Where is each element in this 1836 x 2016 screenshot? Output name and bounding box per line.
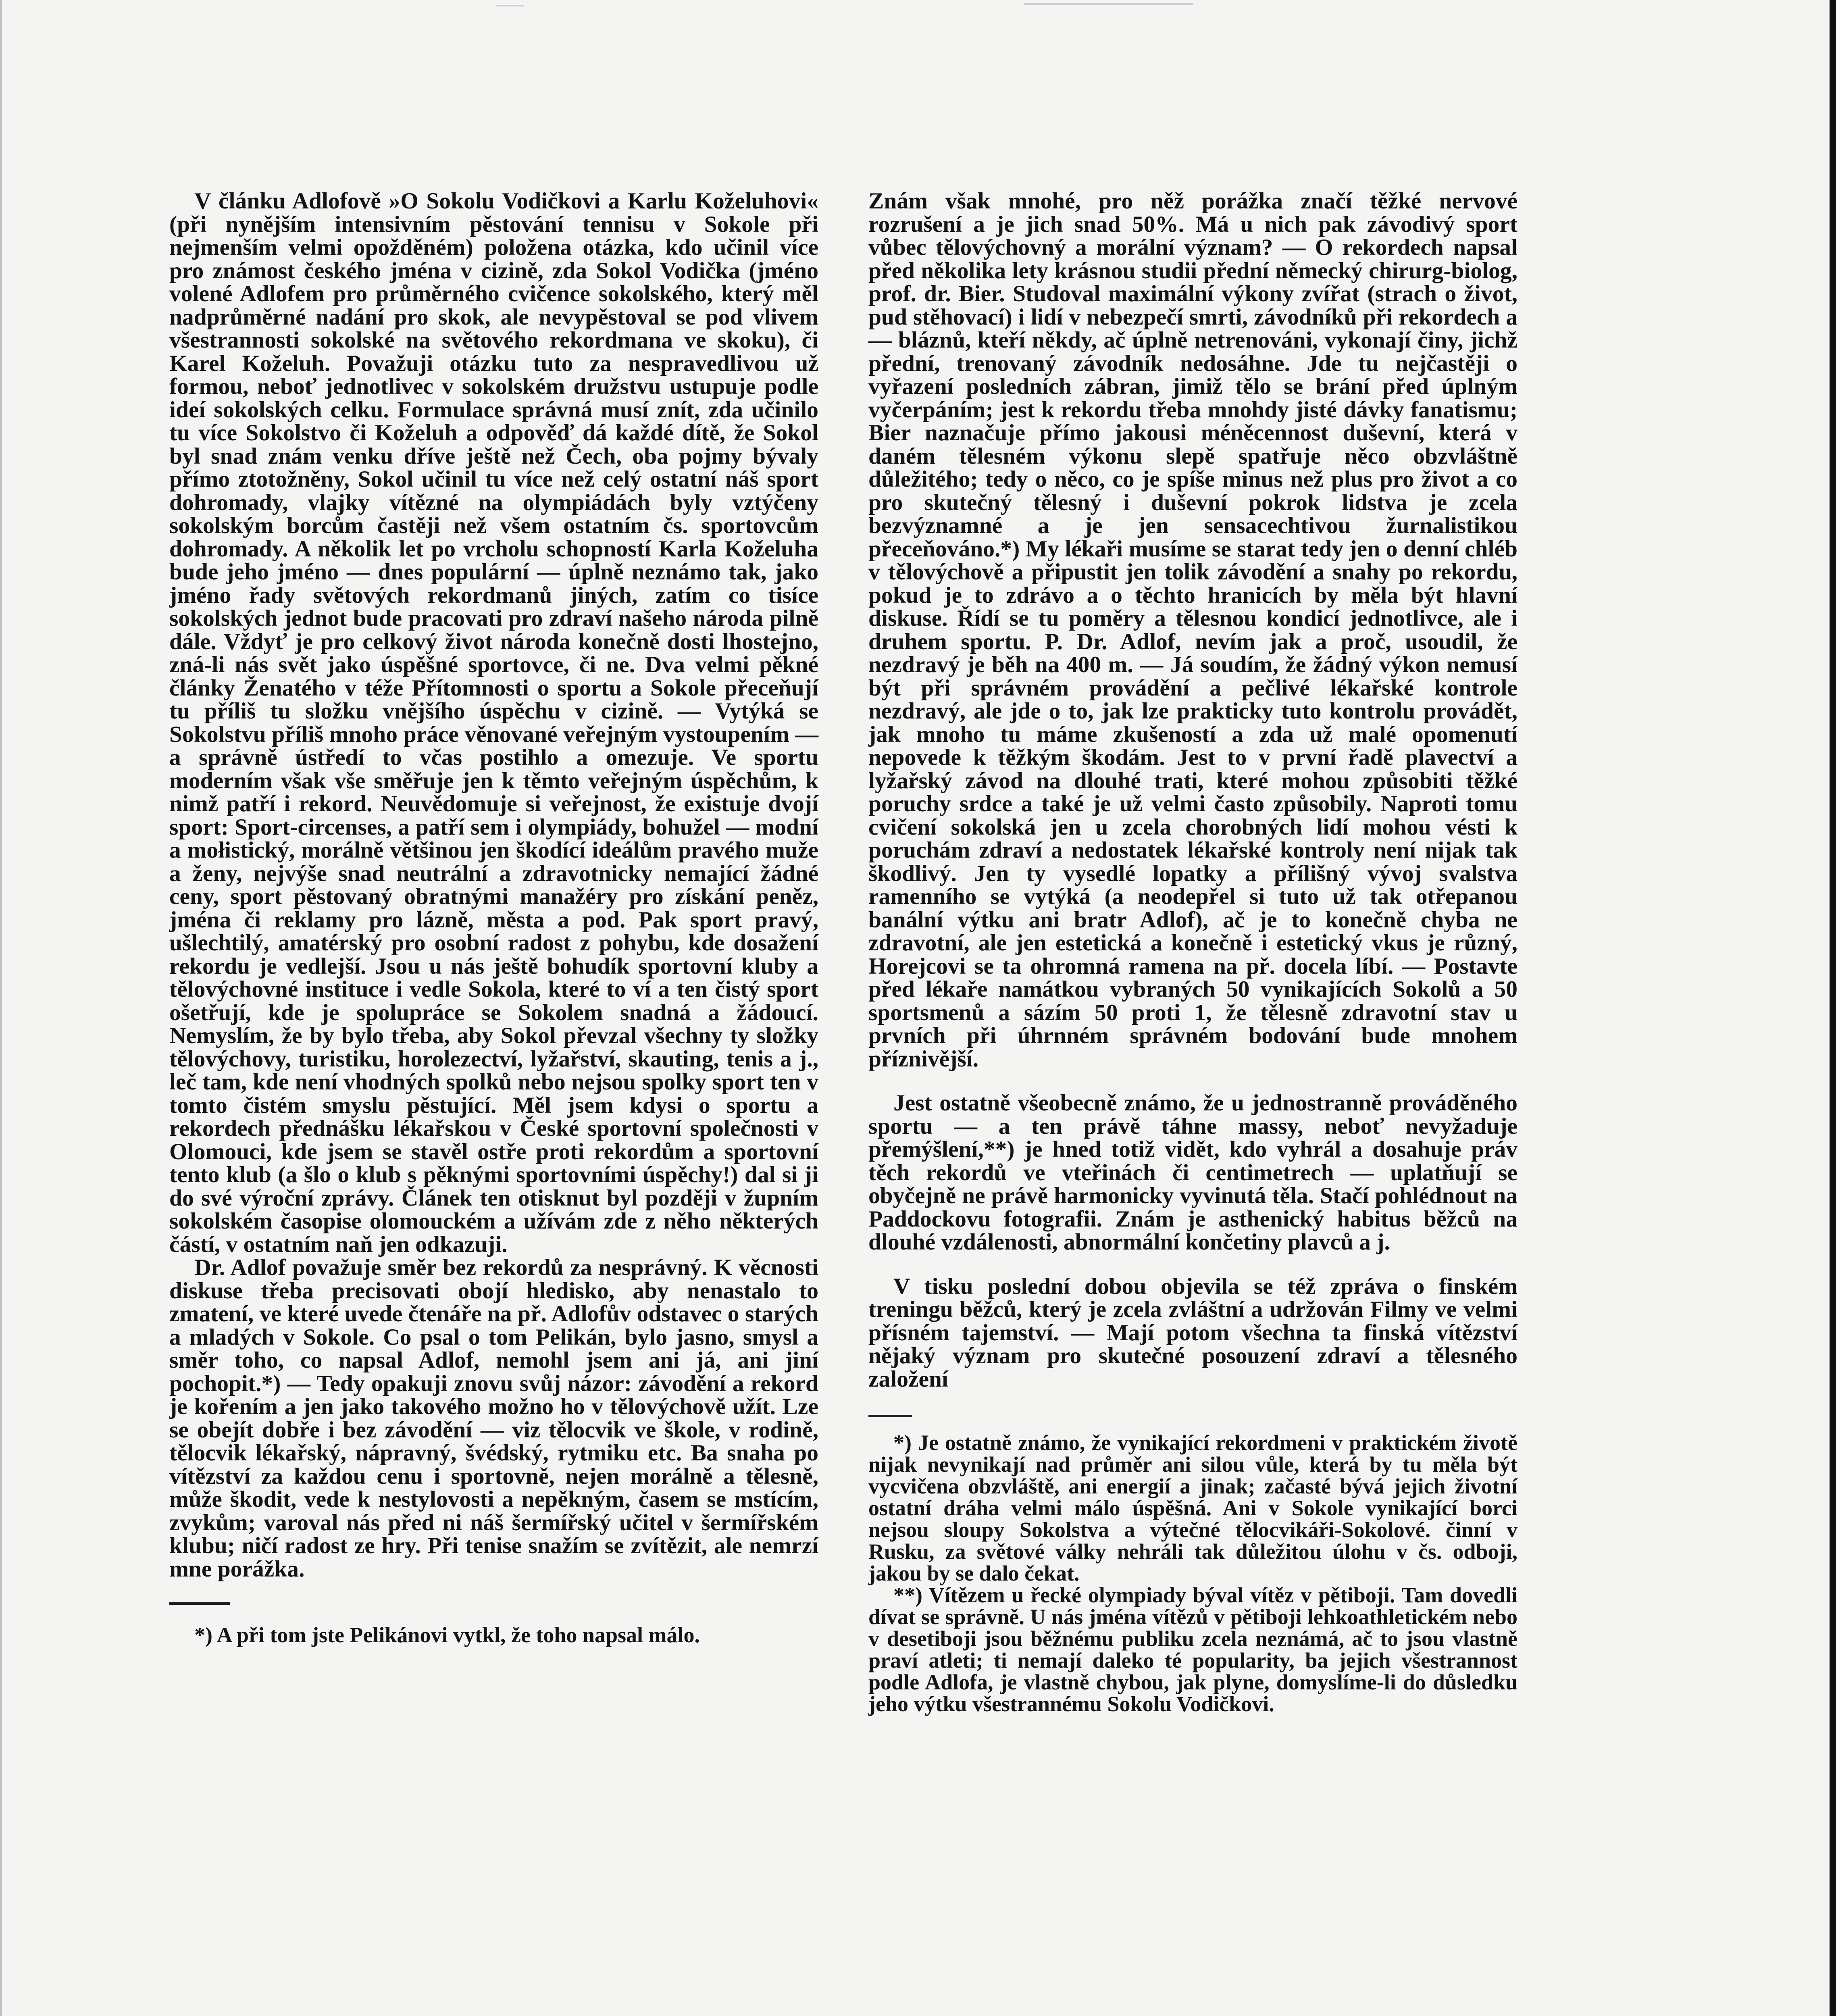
right-paragraph-2: Jest ostatně všeobecně známo, že u jednostranně prováděného sportu — a ten právě táhne massy, neboť nevyžaduje přemýšlení,**) je hned totiž vidět, kdo vyhrál a dosahuje práv těch rekordů ve vteřinách či centimetrech — uplatňují se obyčejně ne právě harmonicky vyvinutá těla. Stačí pohlédnout na Paddockovu fotografii. Znám je asthenický habitus běžců na dlouhé vzdálenosti, abnormální končetiny plavců a j. [868, 1090, 1518, 1255]
left-paragraph-1: V článku Adlofově »O Sokolu Vodičkovi a Karlu Koželuhovi« (při nynějším intensivním pěstování tennisu v Sokole při nejmenším velmi opožděném) položena otázka, kdo učinil více pro známost českého jména v cizině, zda Sokol Vodička (jméno volené Adlofem pro průměrného cvičence sokolského, který měl nadprůměrné nadání pro skok, ale nevypěstoval se pod vlivem všestrannosti sokolské na světového rekordmana ve skoku), či Karel Koželuh. Považuji otázku tuto za nespravedlivou už formou, neboť jednotlivec v sokolském družstvu ustupuje podle ideí sokolských celku. Formulace správná musí znít, zda učinilo tu více Sokolstvo či Koželuh a odpověď dá každé dítě, že Sokol byl snad znám venku dříve ještě než Čech, oba pojmy bývaly přímo ztotožněny, Sokol učinil tu více než celý ostatní náš sport dohromady, vlajky vítězné na olympiádách byly vztýčeny sokolským borcům častěji než všem ostatním čs. sportovcům dohromady. A několik let po vrcholu schopností Karla Koželuha bude jeho jméno — dnes populární — úplně neznámo tak, jako jméno řady světových rekordmanů jiných, zatím co tisíce sokolských jednot bude pracovati pro zdraví našeho národa pilně dále. Vždyť je pro celkový život národa konečně dosti lhostejno, zná-li nás svět jako úspěšné sportovce, či ne. Dva velmi pěkné články Ženatého v téže Přítomnosti o sportu a Sokole přeceňují tu příliš tu složku vnějšího úspěchu v cizině. — Vytýká se Sokolstvu příliš mnoho práce věnované veřejným vystoupením — a správně ústředí to včas postihlo a omezuje. Ve sportu moderním však vše směřuje jen k těmto veřejným úspěchům, k nimž patří i rekord. Neuvědomuje si veřejnost, že existuje dvojí sport: Sport-circenses, a patří sem i olympiády, bohužel — modní a mołistický, morálně většinou jen škodící ideálům pravého muže a ženy, nejvýše snad neutrální a zdravotnicky nemající žádné ceny, sport pěstovaný obratnými manažéry pro získání peněz, jména či reklamy pro lázně, města a pod. Pak sport pravý, ušlechtilý, amatérský pro osobní radost z pohybu, kde dosažení rekordu je vedlejší. Jsou u nás ještě bohudík sportovní kluby a tělovýchovné instituce i vedle Sokola, které to ví a ten čistý sport ošetřují, kde je spolupráce se Sokolem snadná a žádoucí. Nemyslím, že by bylo třeba, aby Sokol převzal všechny ty složky tělovýchovy, turistiku, horolezectví, lyžařství, skauting, tenis a j., leč tam, kde není vhodných spolků nebo nejsou spolky sport ten v tomto čistém smyslu pěstující. Měl jsem kdysi o sportu a rekordech přednášku lékařskou v České sportovní společnosti v Olomouci, kde jsem se stavěl ostře proti rekordům a sportovní tento klub (a šlo o klub s pěknými sportovními úspěchy!) dal si ji do své výroční zprávy. Článek ten otisknut byl později v župním sokolském časopise olomouckém a užívám zde z něho některých částí, v ostatním naň jen odkazuji. [169, 188, 818, 1257]
footnote-divider [868, 1415, 912, 1417]
left-footnote: *) A při tom jste Pelikánovi vytkl, že toho napsal málo. [194, 1623, 700, 1647]
right-paragraph-3: V tisku poslední dobou objevila se též zpráva o finském treningu běžců, který je zcela zvláštní a udržován Filmy ve velmi přísném tajemství. — Mají potom všechna ta finská vítězství nějaký význam pro skutečné posouzení zdraví a tělesného založení [868, 1273, 1518, 1392]
right-footnote-1: *) Je ostatně známo, že vynikající rekordmeni v praktickém životě nijak nevynikají nad průměr ani silou vůle, která by tu měla být vycvičena obzvláště, ani energií a jinak; začasté bývá jejich životní ostatní dráha velmi málo úspěšná. Ani v Sokole vynikající borci nejsou sloupy Sokolstva a výtečné tělocvikáři-Sokolové. činní v Rusku, za světové války nehráli tak důležitou úlohu v čs. odboji, jakou by se dalo čekat. [868, 1431, 1518, 1585]
right-paragraph-1: Znám však mnohé, pro něž porážka značí těžké nervové rozrušení a je jich snad 50%. Má u nich pak závodivý sport vůbec tělovýchovný a morální význam? — O rekordech napsal před několika lety krásnou studii přední německý chirurg-biolog, prof. dr. Bier. Studoval maximální výkony zvířat (strach o život, pud stěhovací) i lidí v nebezpečí smrti, závodníků při rekordech a — bláznů, kteří někdy, ač úplně netrenováni, vykonají činy, jichž přední, trenovaný závodník nedosáhne. Jde tu nejčastěji o vyřazení posledních zábran, jimiž tělo se brání před úplným vyčerpáním; jest k rekordu třeba mnohdy jisté dávky fanatismu; Bier naznačuje přímo jakousi méněcennost duševní, která v daném tělesném výkonu slepě spatřuje něco obzvláštně důležitého; tedy o něco, co je spíše minus než plus pro život a co pro skutečný tělesný i duševní pokrok lidstva je zcela bezvýznamné a je jen sensacechtivou žurnalistikou přeceňováno.*) My lékaři musíme se starat tedy jen o denní chléb v tělovýchově a připustit jen tolik závodění a snahy po rekordu, pokud je to zdrávo a o těchto hranicích by měla být hlavní diskuse. Řídí se tu poměry a tělesnou kondicí jednotlivce, ale i druhem sportu. P. Dr. Adlof, nevím jak a proč, usoudil, že nezdravý je běh na 400 m. — Já soudím, že žádný výkon nemusí být při správném provádění a pečlivé lékařské kontrole nezdravý, ale jde o to, jak lze prakticky tuto kontrolu provádět, jak mnoho tu máme zkušeností a zda už malé opomenutí nepovede k těžkým škodám. Jest to v první řadě plavectví a lyžařský závod na dlouhé trati, které mohou způsobiti těžké poruchy srdce a také je už velmi často způsobily. Naproti tomu cvičení sokolská jen u zcela chorobných lidí mohou vésti k poruchám zdraví a nedostatek lékařské kontroly není nijak tak škodlivý. Jen ty vysedlé lopatky a přílišný vývoj svalstva ramenního se vytýká (a neodepřel si tuto už tak otřepanou banální výtku ani bratr Adlof), ač je to konečně chyba ne zdravotní, ale jen estetická a konečně i estetický vkus je různý, Horejcovi se ta ohromná ramena na př. docela líbí. — Postavte před lékaře namátkou vybraných 50 vynikajících Sokolů a 50 sportsmenů a sázím 50 proti 1, že tělesně zdravotní stav u prvních při úhrnném správném bodování bude mnohem příznivější. [868, 188, 1518, 1072]
scan-mark [496, 5, 524, 6]
scan-right-edge [1830, 0, 1836, 2016]
scan-mark [1024, 3, 1193, 5]
left-column [169, 190, 818, 1646]
scan-left-edge [0, 0, 2, 2016]
right-column [868, 190, 1518, 1715]
footnote-divider [169, 1602, 230, 1605]
left-paragraph-2: Dr. Adlof považuje směr bez rekordů za nesprávný. K věcnosti diskuse třeba precisovati obojí hledisko, aby nenastalo to zmatení, ve které uvede čtenáře na př. Adlofův odstavec o starých a mladých v Sokole. Co psal o tom Pelikán, bylo jasno, smysl a směr toho, co napsal Adlof, nemohl jsem ani já, ani jiní pochopit.*) — Tedy opakuji znovu svůj názor: závodění a rekord je kořením a jen jako takového možno ho v tělovýchově užít. Lze se obejít dobře i bez závodění — viz tělocvik ve škole, v rodině, tělocvik lékařský, nápravný, švédský, rytmiku etc. Ba snaha po vítězství za každou cenu i sportovně, nejen morálně a tělesně, může škodit, vede k nestylovosti a nepěkným, časem se mstícím, zvykům; varoval nás před ni náš šermířský učitel v šermířském klubu; ničí radost ze hry. Při tenise snažím se zvítězit, ale nemrzí mne porážka. [169, 1255, 818, 1582]
right-footnote-2: **) Vítězem u řecké olympiady býval vítěz v pětiboji. Tam dovedli dívat se správně. U nás jména vítězů v pětiboji lehkoathletickém nebo v desetiboji jsou běžnému publiku zcela neznámá, ač to jsou vlastně praví atleti; ti nemají daleko té popularity, ba jejich všestrannost podle Adlofa, je vlastně chybou, jak plyne, domyslíme-li do důsledku jeho výtku všestrannému Sokolu Vodičkovi. [868, 1583, 1518, 1716]
